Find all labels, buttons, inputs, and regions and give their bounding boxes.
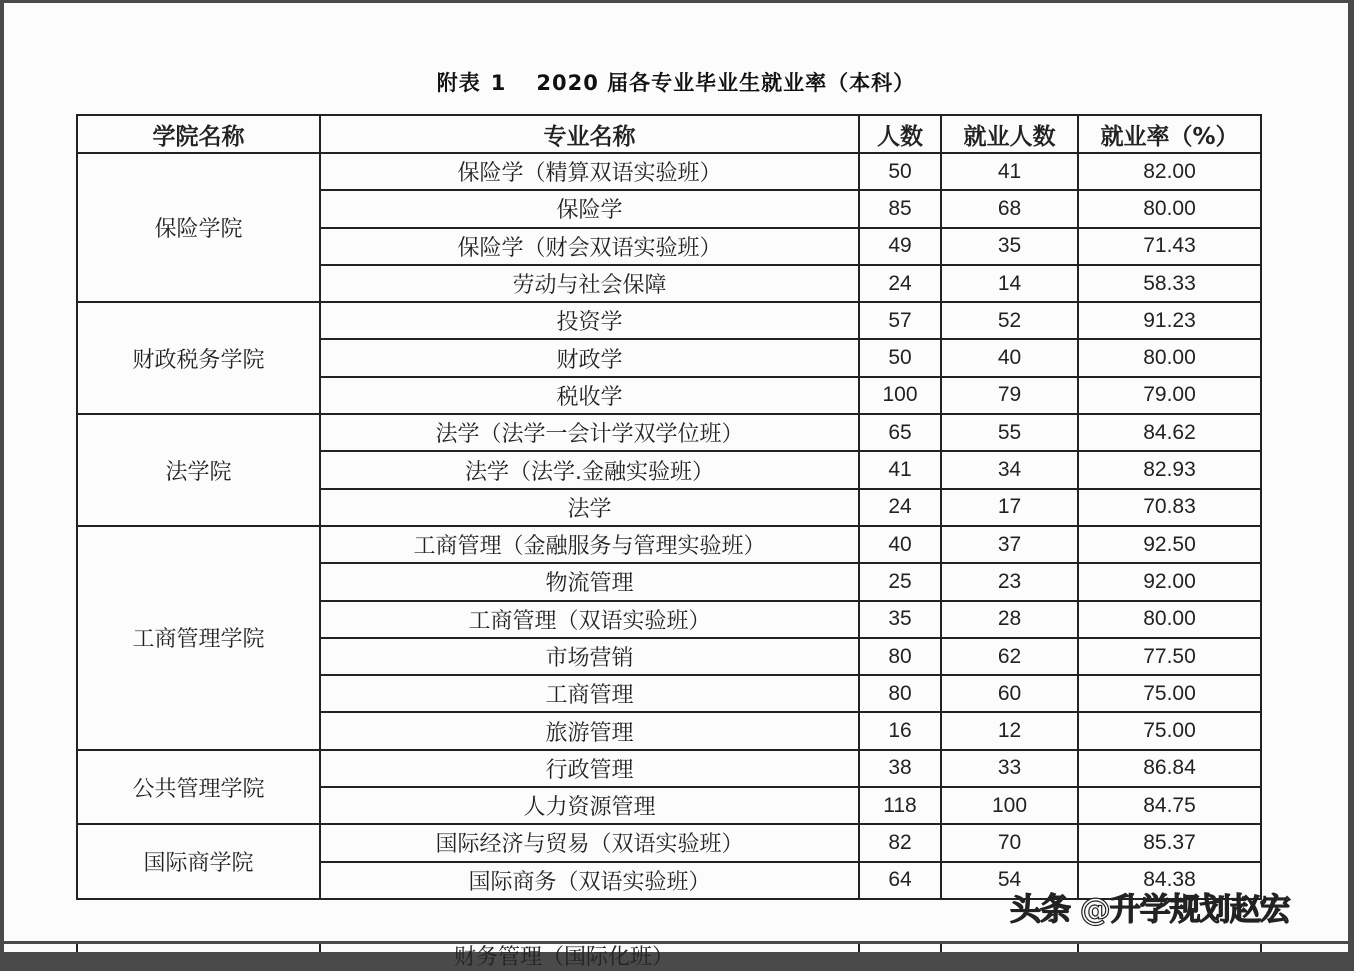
- major-cell: 行政管理: [320, 750, 859, 787]
- rate-cell: 84.62: [1078, 414, 1261, 451]
- rate-cell: 71.43: [1078, 228, 1261, 265]
- major-cell: 工商管理: [320, 675, 859, 712]
- major-cell: 国际经济与贸易（双语实验班）: [320, 824, 859, 861]
- title-text: 2020 届各专业毕业生就业率（本科）: [536, 71, 916, 95]
- employed-cell: 12: [941, 712, 1078, 749]
- header-count: 人数: [859, 115, 941, 153]
- rate-cell: 84.75: [1078, 787, 1261, 824]
- college-cell: 保险学院: [77, 153, 320, 302]
- major-cell: 财政学: [320, 339, 859, 376]
- title-prefix: 附表: [436, 71, 481, 95]
- count-cell: 118: [859, 787, 941, 824]
- employed-cell: 28: [941, 601, 1078, 638]
- header-college: 学院名称: [77, 115, 320, 153]
- rate-cell: 77.50: [1078, 638, 1261, 675]
- table-row: [77, 750, 1261, 787]
- employed-cell: 68: [941, 190, 1078, 227]
- major-cell: 法学（法学.金融实验班）: [320, 451, 859, 488]
- major-cell: 工商管理（双语实验班）: [320, 601, 859, 638]
- table-row: [77, 153, 1261, 190]
- major-cell: 投资学: [320, 302, 859, 339]
- rate-cell: 91.23: [1078, 302, 1261, 339]
- count-cell: 85: [859, 190, 941, 227]
- employed-cell: 70: [941, 824, 1078, 861]
- major-cell: 市场营销: [320, 638, 859, 675]
- count-cell: 16: [859, 712, 941, 749]
- employed-cell: 52: [941, 302, 1078, 339]
- employed-cell: 55: [941, 414, 1078, 451]
- header-row: [77, 115, 1261, 153]
- employed-cell: 33: [941, 750, 1078, 787]
- major-cell: 旅游管理: [320, 712, 859, 749]
- count-cell: 25: [859, 563, 941, 600]
- employed-cell: 79: [941, 377, 1078, 414]
- watermark: 头条 @升学规划赵宏: [1010, 892, 1290, 928]
- rate-cell: 80.00: [1078, 339, 1261, 376]
- count-cell: 41: [859, 451, 941, 488]
- employed-cell: 17: [941, 489, 1078, 526]
- major-cell: 法学: [320, 489, 859, 526]
- rate-cell: 70.83: [1078, 489, 1261, 526]
- employed-cell: 60: [941, 675, 1078, 712]
- count-cell: 40: [859, 526, 941, 563]
- rate-cell: 58.33: [1078, 265, 1261, 302]
- count-cell: 65: [859, 414, 941, 451]
- count-cell: 64: [859, 862, 941, 899]
- employed-cell: 62: [941, 638, 1078, 675]
- major-cell: 物流管理: [320, 563, 859, 600]
- rate-cell: 86.84: [1078, 750, 1261, 787]
- count-cell: 24: [859, 265, 941, 302]
- count-cell: 50: [859, 153, 941, 190]
- count-cell: 38: [859, 750, 941, 787]
- rate-cell: 80.00: [1078, 601, 1261, 638]
- count-cell: 80: [859, 675, 941, 712]
- major-cell: 保险学（精算双语实验班）: [320, 153, 859, 190]
- count-cell: 82: [859, 824, 941, 861]
- major-cell: 工商管理（金融服务与管理实验班）: [320, 526, 859, 563]
- header-major: 专业名称: [320, 115, 859, 153]
- college-cell: 公共管理学院: [77, 750, 320, 825]
- count-cell: 57: [859, 302, 941, 339]
- partial-major: 财务管理（国际化班）: [454, 945, 675, 970]
- document-page: [4, 3, 1348, 941]
- rate-cell: 75.00: [1078, 712, 1261, 749]
- employed-cell: 34: [941, 451, 1078, 488]
- count-cell: 80: [859, 638, 941, 675]
- rate-cell: 92.50: [1078, 526, 1261, 563]
- table-row: [77, 302, 1261, 339]
- rate-cell: 82.00: [1078, 153, 1261, 190]
- count-cell: 50: [859, 339, 941, 376]
- employed-cell: 41: [941, 153, 1078, 190]
- count-cell: 100: [859, 377, 941, 414]
- count-cell: 35: [859, 601, 941, 638]
- employed-cell: 40: [941, 339, 1078, 376]
- major-cell: 国际商务（双语实验班）: [320, 862, 859, 899]
- employed-cell: 23: [941, 563, 1078, 600]
- employed-cell: 35: [941, 228, 1078, 265]
- table-row: [77, 526, 1261, 563]
- major-cell: 法学（法学一会计学双学位班）: [320, 414, 859, 451]
- rate-cell: 80.00: [1078, 190, 1261, 227]
- count-cell: 24: [859, 489, 941, 526]
- title-number: 1: [490, 71, 507, 95]
- major-cell: 保险学: [320, 190, 859, 227]
- partial-next-row: [4, 944, 1348, 970]
- employed-cell: 100: [941, 787, 1078, 824]
- college-cell: 财政税务学院: [77, 302, 320, 414]
- rate-cell: 79.00: [1078, 377, 1261, 414]
- rate-cell: 85.37: [1078, 824, 1261, 861]
- header-employed: 就业人数: [941, 115, 1078, 153]
- rate-cell: 82.93: [1078, 451, 1261, 488]
- major-cell: 保险学（财会双语实验班）: [320, 228, 859, 265]
- table-row: [77, 824, 1261, 861]
- employed-cell: 37: [941, 526, 1078, 563]
- major-cell: 税收学: [320, 377, 859, 414]
- table-row: [77, 414, 1261, 451]
- count-cell: 49: [859, 228, 941, 265]
- employment-rate-table: [76, 114, 1262, 900]
- college-cell: 工商管理学院: [77, 526, 320, 750]
- header-rate: 就业率（%）: [1078, 115, 1261, 153]
- college-cell: 法学院: [77, 414, 320, 526]
- table-body: [77, 153, 1261, 899]
- rate-cell: 84.38: [1078, 862, 1261, 899]
- major-cell: 劳动与社会保障: [320, 265, 859, 302]
- rate-cell: 92.00: [1078, 563, 1261, 600]
- rate-cell: 75.00: [1078, 675, 1261, 712]
- major-cell: 人力资源管理: [320, 787, 859, 824]
- employed-cell: 54: [941, 862, 1078, 899]
- college-cell: 国际商学院: [77, 824, 320, 899]
- employed-cell: 14: [941, 265, 1078, 302]
- table-title: [4, 67, 1348, 97]
